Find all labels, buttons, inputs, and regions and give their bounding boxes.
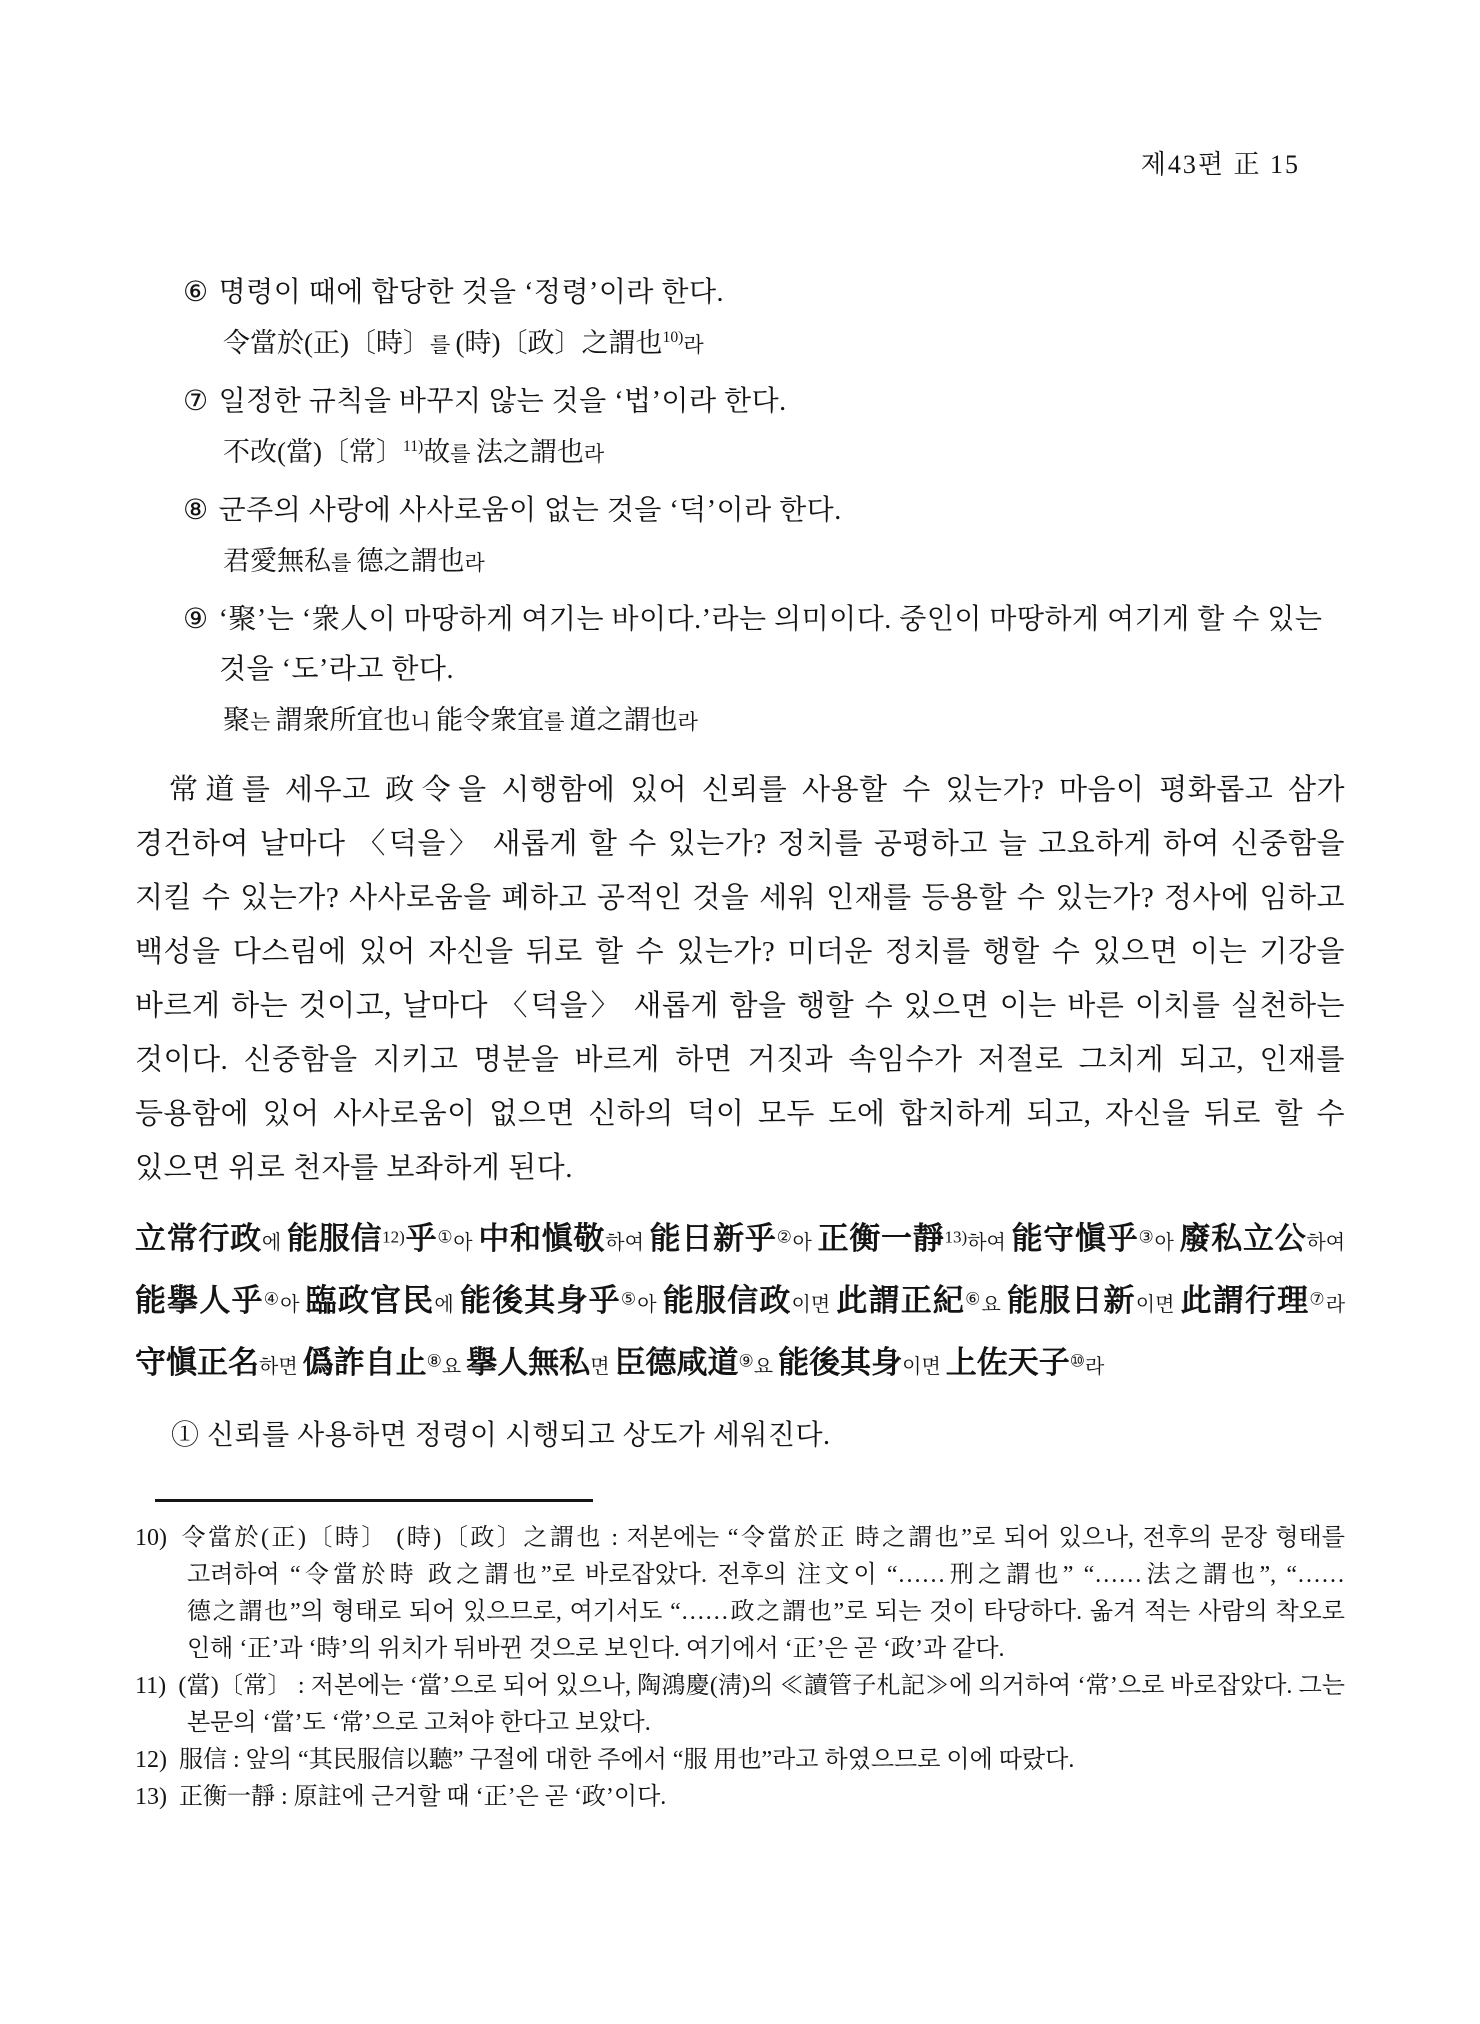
korean-particle: 에 (434, 1294, 460, 1316)
annotation-korean-text: ‘聚’는 ‘衆人이 마땅하게 여기는 바이다.’라는 의미이다. 중인이 마땅하게 여기게 할 수 있는 것을 ‘도’라고 한다. (218, 604, 1323, 685)
hanja-text: 道之謂也 (569, 705, 678, 735)
hanja-text: 此謂行理 (1180, 1283, 1310, 1318)
footnote-text: 令當於(正)〔時〕 (時)〔政〕之謂也 : 저본에는 “令當於正 時之謂也”로 되어 있으나, 전후의 문장 형태를 고려하여 “令當於時 政之謂也”로 바로잡았다. 전후의 注文이 “……刑之謂也” “……法之謂也”, “……德之謂也”의 형태로 되어 있으므로, 여기서도 “……政之謂也”로 되는 것이 타당하다. 옮겨 적는 사람의 착오로 인해 ‘正’과 ‘時’의 위치가 뒤바뀐 것으로 보인다. 여기에서 ‘正’은 곧 ‘政’과 같다. (173, 1525, 1345, 1662)
annotation-korean-line (135, 595, 1345, 695)
footnote-text: (當)〔常〕 : 저본에는 ‘當’으로 되어 있으나, 陶鴻慶(淸)의 ≪讀管子札記≫에 의거하여 ‘常’으로 바로잡았다. 그는 본문의 ‘當’도 ‘常’으로 고쳐야 한다고 보았다. (172, 1673, 1345, 1736)
annotation-item (135, 268, 1345, 370)
footnote-item (135, 1779, 1345, 1816)
hanja-text: 能令衆宜 (436, 705, 545, 735)
hanja-text: 僞詐自止 (302, 1345, 427, 1380)
hanja-text: 臨政官民 (305, 1283, 435, 1318)
annotation-korean-line (135, 377, 1345, 427)
korean-particle: 에 (261, 1232, 287, 1254)
annotation-korean-text: 일정한 규칙을 바꾸지 않는 것을 ‘법’이라 한다. (218, 386, 787, 417)
annotation-list (135, 268, 1345, 747)
hanja-text: 聚 (223, 705, 250, 735)
footnote-item (135, 1668, 1345, 1742)
hanja-text: 令當於(正)〔時〕 (223, 328, 430, 358)
hanja-text: 德之謂也 (356, 546, 465, 576)
footnote-text: 服信 : 앞의 “其民服信以聽” 구절에 대한 주에서 “服 用也”라고 하였으므로 이에 따랐다. (173, 1747, 1075, 1773)
korean-particle: 라 (1325, 1294, 1346, 1316)
superscript-ref: ④ (263, 1289, 281, 1309)
footnote-text: 正衡一靜 : 原註에 근거할 때 ‘正’은 곧 ‘政’이다. (173, 1784, 667, 1810)
hanja-text: (時)〔政〕之謂也 (455, 328, 663, 358)
hanja-text: 能守愼乎 (1011, 1221, 1139, 1256)
korean-particle: 니 (410, 710, 437, 734)
hanja-text: 法之謂也 (475, 437, 584, 467)
annotation-item (135, 486, 1345, 588)
korean-particle: 아 (1154, 1232, 1180, 1254)
korean-particle: 요 (753, 1356, 779, 1378)
hanja-text: 不改(當)〔常〕 (223, 437, 403, 467)
korean-particle: 이면 (791, 1294, 837, 1316)
korean-particle: 아 (792, 1232, 818, 1254)
hanja-text: 故 (423, 437, 451, 467)
footnote-item (135, 1742, 1345, 1779)
korean-particle: 라 (583, 442, 605, 466)
circled-number: ⑥ (183, 277, 209, 308)
circled-number: ⑨ (183, 604, 209, 635)
korean-particle: 면 (590, 1356, 615, 1378)
annotation-hanmun-line (135, 695, 1345, 747)
korean-particle: 를 (544, 710, 570, 734)
annotation-hanmun-line (135, 318, 1345, 370)
korean-particle: 요 (981, 1294, 1008, 1316)
hanja-text: 能服信政 (662, 1283, 792, 1318)
footnote-number: 11) (135, 1673, 167, 1699)
annotation-korean-text: 명령이 때에 합당한 것을 ‘정령’이라 한다. (218, 277, 725, 308)
hanja-text: 謂衆所宜也 (275, 705, 411, 735)
footnote-item (135, 1520, 1345, 1668)
korean-particle: 라 (677, 710, 698, 734)
superscript-ref: ① (437, 1227, 454, 1247)
korean-particle: 하여 (1306, 1232, 1346, 1254)
gloss-item-1: ① 신뢰를 사용하면 정령이 시행되고 상도가 세워진다. (171, 1420, 831, 1451)
footnote-number: 13) (135, 1784, 167, 1810)
superscript-ref: 12) (382, 1227, 405, 1247)
hanja-text: 君愛無私 (223, 546, 331, 576)
korean-particle: 이면 (1135, 1294, 1181, 1316)
hanmun-paragraph (135, 1211, 1345, 1397)
hanja-text: 上佐天子 (945, 1345, 1070, 1380)
korean-particle: 는 (250, 710, 276, 734)
circled-number: ⑦ (183, 386, 209, 417)
hanja-text: 能服信 (286, 1221, 383, 1256)
footnote-separator (155, 1499, 593, 1502)
hanja-text: 臣德咸道 (614, 1345, 739, 1380)
superscript-ref: 13) (944, 1227, 968, 1247)
korean-particle: 하여 (967, 1232, 1012, 1254)
korean-particle: 요 (441, 1356, 467, 1378)
korean-particle: 라 (1085, 1356, 1105, 1378)
annotation-korean-line (135, 486, 1345, 536)
hanja-text: 守愼正名 (135, 1345, 259, 1380)
footnote-number: 10) (135, 1525, 167, 1551)
annotation-hanmun-line (135, 536, 1345, 588)
hanja-text: 能服日新 (1007, 1283, 1136, 1318)
korean-particle: 를 (450, 442, 476, 466)
korean-particle: 를 (429, 333, 456, 357)
superscript-ref: ⑨ (738, 1351, 754, 1371)
korean-particle: 아 (637, 1294, 663, 1316)
annotation-korean-line (135, 268, 1345, 318)
korean-particle: 를 (331, 551, 357, 575)
hanja-text: 擧人無私 (466, 1345, 591, 1380)
korean-particle: 하면 (259, 1356, 303, 1378)
hanja-text: 能擧人乎 (135, 1283, 264, 1318)
hanja-text: 立常行政 (135, 1221, 262, 1256)
superscript-ref: ⑩ (1069, 1351, 1086, 1371)
footnote-number: 12) (135, 1747, 167, 1773)
hanja-text: 此謂正紀 (836, 1283, 966, 1318)
hanja-text: 能日新乎 (649, 1221, 777, 1256)
hanja-text: 能後其身 (778, 1345, 903, 1380)
circled-number: ⑧ (183, 495, 209, 526)
page-header: 제43편 正 15 (1140, 150, 1300, 179)
korean-particle: 라 (683, 333, 704, 357)
superscript-ref: ③ (1138, 1227, 1155, 1247)
superscript-ref: ② (776, 1227, 793, 1247)
translation-paragraph: 常道를 세우고 政令을 시행함에 있어 신뢰를 사용할 수 있는가? 마음이 평화롭고 삼가 경건하여 날마다 〈덕을〉 새롭게 할 수 있는가? 정치를 공평하고 늘 고요하게 하여 신중함을 지킬 수 있는가? 사사로움을 폐하고 공적인 것을 세워 인재를 등용할 수 있는가? 정사에 임하고 백성을 다스림에 있어 자신을 뒤로 할 수 있는가? 미더운 정치를 행할 수 있으면 이는 기강을 바르게 하는 것이고, 날마다 〈덕을〉 새롭게 함을 행할 수 있으면 이는 바른 이치를 실천하는 것이다. 신중함을 지키고 명분을 바르게 하면 거짓과 속임수가 저절로 그치게 되고, 인재를 등용함에 있어 사사로움이 없으면 신하의 덕이 모두 도에 합치하게 되고, 자신을 뒤로 할 수 있으면 위로 천자를 보좌하게 된다. (135, 774, 1345, 1184)
korean-particle: 이면 (902, 1356, 946, 1378)
hanja-text: 乎 (404, 1221, 438, 1256)
annotation-korean-text: 군주의 사랑에 사사로움이 없는 것을 ‘덕’이라 한다. (218, 495, 842, 526)
hanja-text: 中和愼敬 (478, 1221, 606, 1256)
korean-particle: 라 (464, 551, 485, 575)
korean-particle: 아 (280, 1294, 306, 1316)
superscript-ref: ⑧ (426, 1351, 442, 1371)
footnote-list (135, 1520, 1345, 1816)
superscript-ref: ⑤ (620, 1289, 638, 1309)
superscript-ref: 11) (402, 438, 424, 455)
hanja-text: 正衡一靜 (817, 1221, 945, 1256)
korean-particle: 아 (453, 1232, 479, 1254)
superscript-ref: 10) (662, 329, 684, 346)
superscript-ref: ⑦ (1309, 1289, 1326, 1309)
superscript-ref: ⑥ (965, 1289, 982, 1309)
hanja-text: 廢私立公 (1179, 1221, 1307, 1256)
hanja-text: 能後其身乎 (459, 1283, 621, 1318)
korean-particle: 하여 (605, 1232, 650, 1254)
annotation-item (135, 377, 1345, 479)
annotation-item (135, 595, 1345, 747)
annotation-hanmun-line (135, 427, 1345, 479)
